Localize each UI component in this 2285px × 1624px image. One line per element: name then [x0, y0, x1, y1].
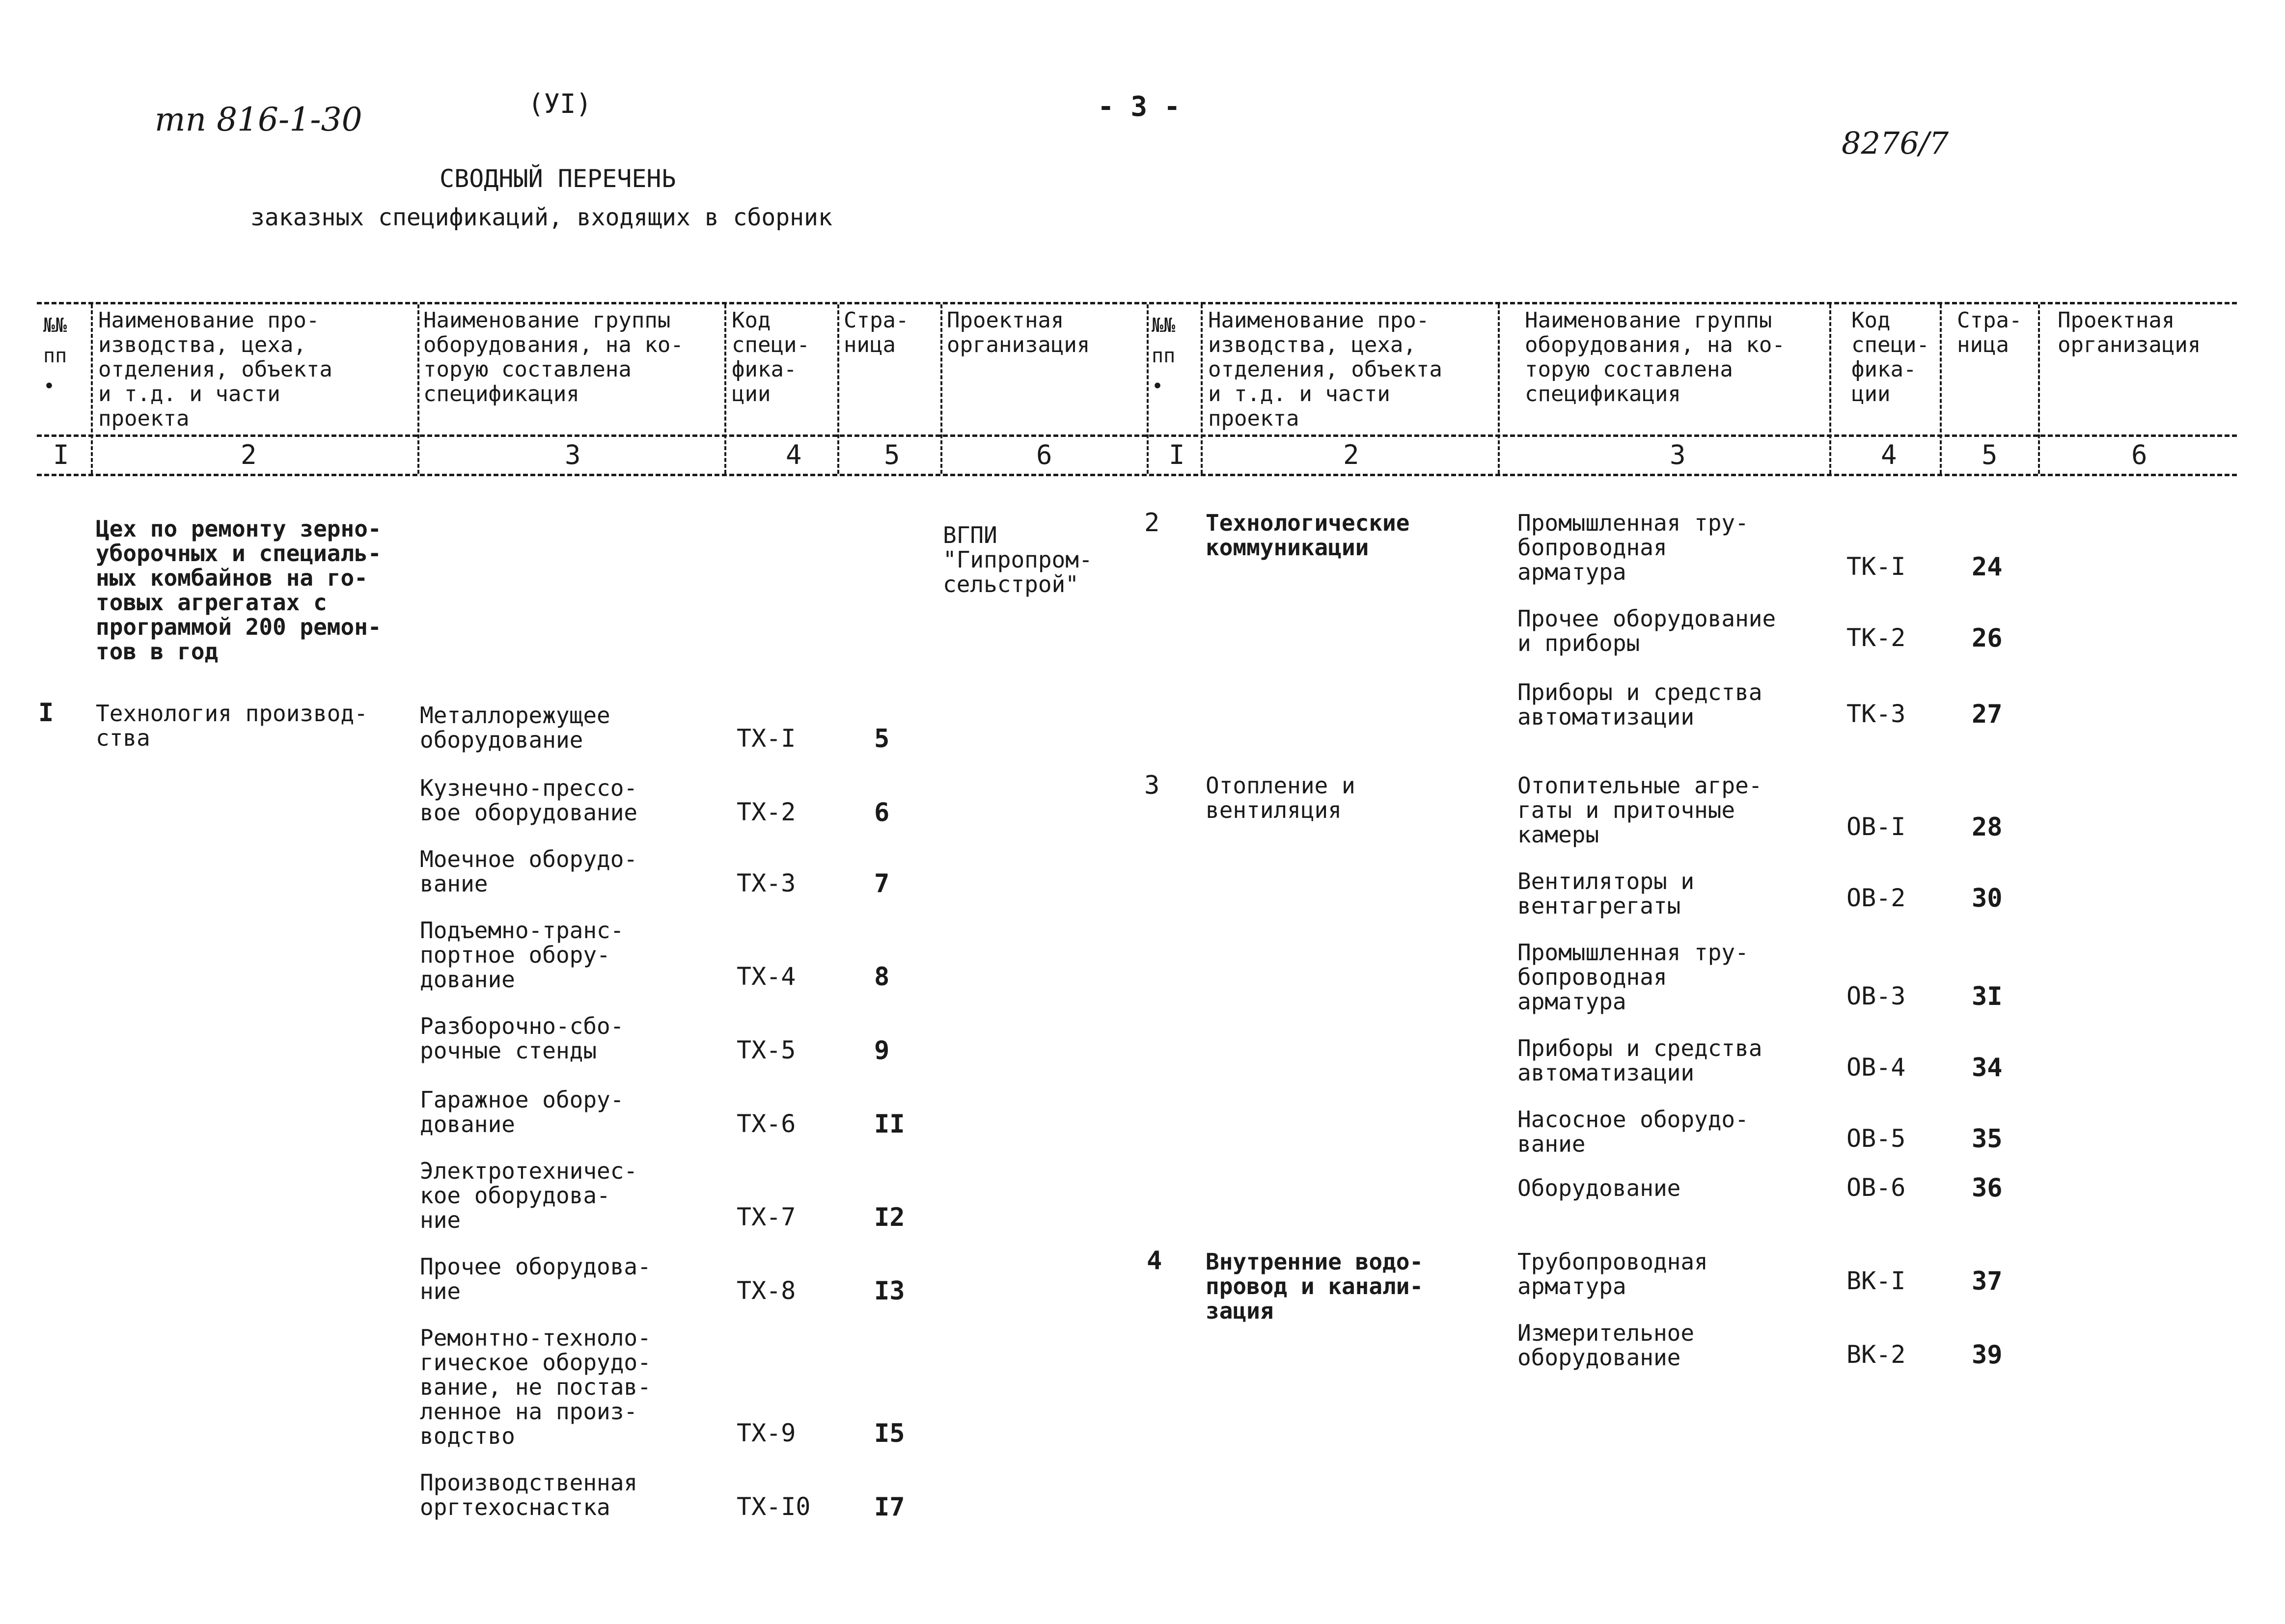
col-num: 3 — [1670, 439, 1686, 470]
col-num: 3 — [565, 439, 581, 470]
page-number: - 3 - — [1098, 91, 1181, 123]
page-ref: 35 — [1972, 1124, 2003, 1154]
col-num: 2 — [1343, 439, 1359, 470]
section-name: Технология производ- ства — [96, 700, 368, 751]
spec-code: ТК-I — [1846, 552, 1906, 581]
col-divider — [724, 304, 726, 474]
page-ref: 5 — [874, 724, 890, 754]
header-col3-right: Наименование группы оборудования, на ко- торую составлена спецификация — [1525, 308, 1785, 406]
equipment-group: Насосное оборудо- вание — [1517, 1106, 1749, 1157]
header-rule — [37, 434, 2237, 437]
workshop-name: Цех по ремонту зерно- уборочных и специаль- ных комбайнов на го- товых агрегатах с программой 200 ремон- тов в год — [96, 515, 382, 665]
equipment-group: Промышленная тру- бопроводная арматура — [1517, 939, 1749, 1015]
col-num: I — [1169, 439, 1185, 470]
equipment-group: Кузнечно-прессо- вое оборудование — [420, 775, 638, 826]
col-num: 5 — [1982, 439, 1998, 470]
document-subtitle: заказных спецификаций, входящих в сборник — [250, 204, 832, 231]
spec-code: ОВ-2 — [1846, 884, 1906, 912]
page-ref: 30 — [1972, 884, 2003, 913]
spec-code: ТХ-8 — [737, 1276, 796, 1305]
col-divider — [417, 304, 419, 474]
equipment-group: Металлорежущее оборудование — [420, 702, 610, 753]
equipment-group: Подъемно-транс- портное обору- дование — [420, 917, 624, 993]
spec-code: ТХ-9 — [737, 1419, 796, 1447]
page-ref: 9 — [874, 1036, 890, 1065]
header-col3: Наименование группы оборудования, на ко- торую составлена спецификация — [423, 308, 684, 406]
col-divider — [91, 304, 93, 474]
equipment-group: Разборочно-сбо- рочные стенды — [420, 1013, 624, 1064]
header-col4: Код специ- фика- ции — [732, 308, 810, 406]
section-name: Технологические коммуникации — [1206, 510, 1410, 561]
section-number: 2 — [1144, 508, 1160, 538]
spec-code: ОВ-5 — [1846, 1124, 1906, 1153]
section-number: 4 — [1147, 1246, 1162, 1275]
header-col1-right: №№ пп • — [1152, 314, 1176, 398]
header-col6: Проектная организация — [947, 308, 1090, 357]
equipment-group: Измерительное оборудование — [1517, 1320, 1695, 1371]
col-num: 6 — [1036, 439, 1052, 470]
equipment-group: Приборы и средства автоматизации — [1517, 679, 1762, 730]
header-col5: Стра- ница — [844, 308, 909, 357]
col-divider — [1201, 304, 1203, 474]
page-ref: 37 — [1972, 1267, 2003, 1296]
archive-code: 8276/7 — [1842, 125, 1949, 161]
page-ref: 34 — [1972, 1053, 2003, 1083]
equipment-group: Вентиляторы и вентагрегаты — [1517, 868, 1695, 919]
section-number: 3 — [1144, 771, 1160, 800]
col-num: 4 — [1881, 439, 1897, 470]
spec-code: ТК-2 — [1846, 623, 1906, 652]
section-name: Отопление и вентиляция — [1206, 772, 1355, 823]
equipment-group: Прочее оборудова- ние — [420, 1253, 651, 1304]
spec-code: ВК-I — [1846, 1267, 1906, 1295]
col-divider — [837, 304, 839, 474]
equipment-group: Прочее оборудование и приборы — [1517, 605, 1776, 656]
header-col2: Наименование про- изводства, цеха, отделения, объекта и т.д. и части проекта — [98, 308, 332, 431]
spec-code: ТХ-4 — [737, 962, 796, 991]
col-num: I — [53, 439, 69, 470]
page-ref: 3I — [1972, 982, 2003, 1011]
col-num: 4 — [786, 439, 802, 470]
header-col1: №№ пп • — [43, 314, 67, 398]
header-col6-right: Проектная организация — [2058, 308, 2201, 357]
equipment-group: Производственная оргтехоснастка — [420, 1469, 638, 1520]
page-ref: 7 — [874, 869, 890, 898]
spec-code: ТХ-6 — [737, 1110, 796, 1138]
page-ref: I5 — [874, 1419, 905, 1448]
page-ref: 36 — [1972, 1173, 2003, 1203]
page-ref: 24 — [1972, 552, 2003, 582]
document-title: СВОДНЫЙ ПЕРЕЧЕНЬ — [440, 164, 676, 193]
page-ref: 26 — [1972, 623, 2003, 653]
page-ref: 28 — [1972, 812, 2003, 842]
col-divider — [1829, 304, 1831, 474]
design-organization: ВГПИ "Гипропром- сельстрой" — [943, 522, 1093, 597]
header-col4-right: Код специ- фика- ции — [1851, 308, 1929, 406]
page-ref: 8 — [874, 962, 890, 992]
equipment-group: Оборудование — [1517, 1175, 1681, 1201]
header-col2-right: Наименование про- изводства, цеха, отделения, объекта и т.д. и части проекта — [1208, 308, 1442, 431]
number-row-rule — [37, 474, 2237, 476]
spec-code: ОВ-4 — [1846, 1053, 1906, 1082]
col-divider — [2038, 304, 2040, 474]
spec-code: ТХ-I — [737, 724, 796, 753]
spec-code: ТХ-3 — [737, 869, 796, 897]
page-ref: I2 — [874, 1203, 905, 1232]
equipment-group: Гаражное обору- дование — [420, 1086, 624, 1137]
table-top-rule — [37, 302, 2237, 304]
equipment-group: Моечное оборудо- вание — [420, 846, 638, 897]
spec-code: ТХ-5 — [737, 1036, 796, 1064]
spec-code: ОВ-6 — [1846, 1173, 1906, 1202]
page-ref: I3 — [874, 1276, 905, 1306]
equipment-group: Трубопроводная арматура — [1517, 1248, 1708, 1299]
equipment-group: Ремонтно-техноло- гическое оборудо- вание, не постав- ленное на произ- водство — [420, 1325, 651, 1449]
col-divider — [1147, 304, 1149, 474]
project-code: тп 816-1-30 — [155, 101, 362, 138]
spec-code: ТК-3 — [1846, 700, 1906, 728]
spec-code: ТХ-I0 — [737, 1492, 811, 1521]
col-num: 6 — [2131, 439, 2147, 470]
header-col5-right: Стра- ница — [1957, 308, 2022, 357]
section-name: Внутренние водо- провод и канали- зация — [1206, 1248, 1424, 1324]
spec-code: ТХ-2 — [737, 798, 796, 826]
col-num: 2 — [241, 439, 257, 470]
equipment-group: Электротехничес- кое оборудова- ние — [420, 1158, 638, 1233]
page-ref: 6 — [874, 798, 890, 827]
volume-label: (УI) — [528, 88, 592, 119]
spec-code: ОВ-3 — [1846, 982, 1906, 1010]
page-ref: I7 — [874, 1492, 905, 1522]
page-ref: II — [874, 1110, 905, 1139]
col-divider — [1498, 304, 1500, 474]
col-num: 5 — [884, 439, 900, 470]
col-divider — [1940, 304, 1942, 474]
spec-code: ВК-2 — [1846, 1340, 1906, 1369]
section-number: I — [38, 698, 54, 728]
page-ref: 27 — [1972, 700, 2003, 729]
spec-code: ТХ-7 — [737, 1203, 796, 1231]
equipment-group: Отопительные агре- гаты и приточные камеры — [1517, 772, 1762, 848]
spec-code: ОВ-I — [1846, 812, 1906, 841]
page-ref: 39 — [1972, 1340, 2003, 1370]
equipment-group: Промышленная тру- бопроводная арматура — [1517, 510, 1749, 585]
col-divider — [940, 304, 942, 474]
equipment-group: Приборы и средства автоматизации — [1517, 1035, 1762, 1086]
